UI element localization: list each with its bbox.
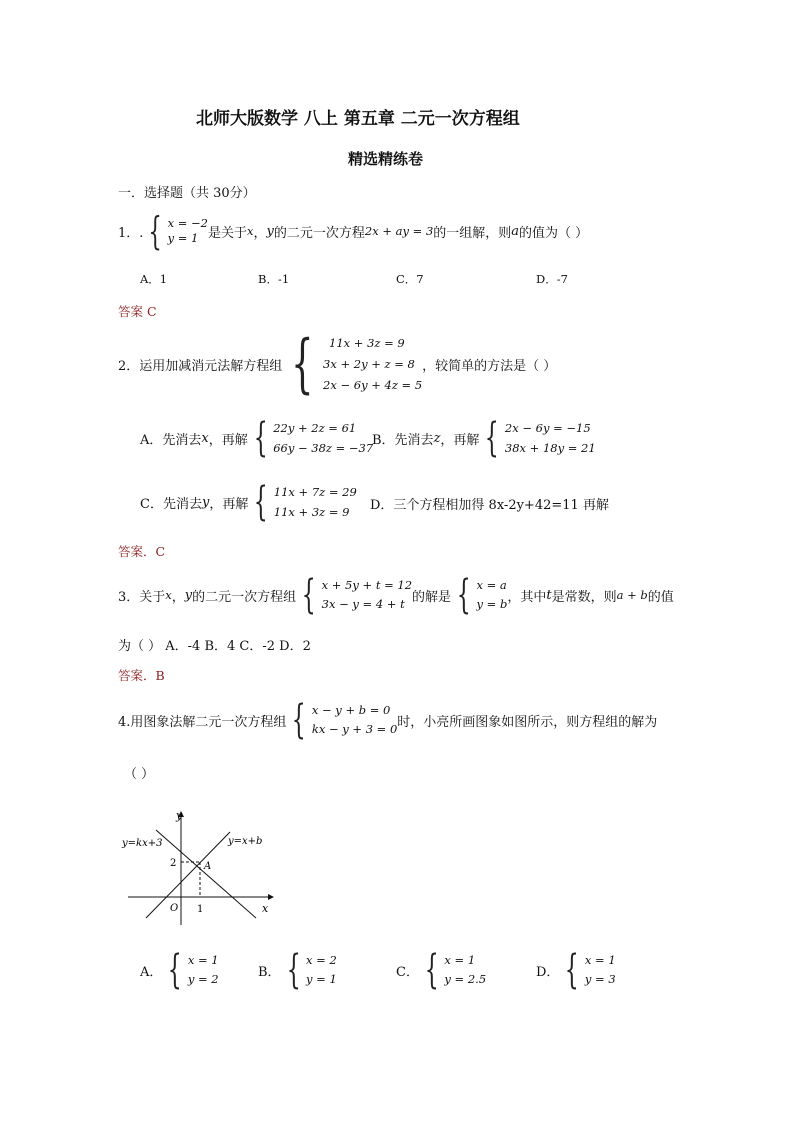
q2-a-eq-1: 22y + 2z = 61	[273, 421, 357, 435]
q4-text: 4.用图象法解二元一次方程组	[118, 714, 287, 730]
tick-x-1: 1	[197, 904, 204, 915]
q4-eq-2: kx − y + 3 = 0	[311, 722, 398, 736]
label-x-plus-b: y=x+b	[228, 836, 263, 847]
q4-c-letter: C．	[396, 964, 419, 980]
q2-b-eq-2: 38x + 18y = 21	[504, 441, 596, 455]
q3-text: 3．关于	[118, 589, 166, 605]
q2-c-eq-2: 11x + 3z = 9	[273, 505, 350, 519]
q2-c-eq-1: 11x + 7z = 29	[273, 485, 357, 499]
q4-system: { x − y + b = 0 kx − y + 3 = 0	[292, 697, 398, 743]
q3-system: { x + 5y + t = 12 3x − y = 4 + t	[301, 572, 413, 618]
q3-text-2: 的二元一次方程组	[192, 589, 297, 605]
q1-equation: 2x + ay = 3	[364, 224, 434, 238]
q2-answer: 答案．C	[118, 544, 166, 559]
q2-a-mid: ，再解	[208, 432, 248, 448]
section-heading: 一．选择题（共 30分）	[118, 186, 256, 201]
q3-comma: ，	[171, 589, 185, 605]
question-3	[118, 572, 674, 618]
x-axis-label: x	[262, 902, 269, 915]
q4-b-eq-1: x = 2	[306, 953, 337, 967]
point-a-label: A	[204, 861, 212, 872]
q1-text-4: 的值为（ ）	[519, 225, 589, 241]
q1-eq-2: y = 1	[167, 231, 199, 245]
page-subtitle: 精选精练卷	[348, 150, 424, 168]
q2-c-label: C．先消去	[140, 496, 202, 512]
q4-c-system: { x = 1 y = 2.5	[424, 947, 487, 993]
q2-option-b	[372, 415, 596, 461]
q4-d-eq-1: x = 1	[584, 953, 616, 967]
q3-var-x: x	[165, 588, 172, 602]
q4-b-eq-2: y = 1	[306, 972, 337, 986]
q1-var-x: x	[247, 224, 254, 238]
q2-b-system: { 2x − 6y = −15 38x + 18y = 21	[485, 415, 596, 461]
q2-a-label: A．先消去	[140, 432, 202, 448]
q1-system: { x = −2 y = 1	[148, 209, 208, 253]
q3-sol-2: y = b	[476, 597, 508, 611]
q2-eq-2: 3x + 2y + z = 8	[323, 356, 415, 371]
q3-var-y: y	[184, 587, 193, 603]
q1-eq-1: x = −2	[167, 216, 208, 230]
q3-text-6: 的值	[647, 589, 674, 605]
q2-b-label: B．先消去	[372, 432, 434, 448]
q3-solution: { x = a y = b	[456, 572, 508, 618]
q4-c-eq-1: x = 1	[444, 953, 476, 967]
q4-b-system: { x = 2 y = 1	[286, 947, 337, 993]
q2-a-var: x	[201, 430, 209, 446]
q1-number: 1．.	[118, 225, 144, 241]
origin-label: O	[170, 903, 179, 914]
question-2	[118, 327, 557, 401]
q4-text-2: 时，小亮所画图象如图所示，则方程组的解为	[397, 714, 658, 730]
q3-text-4: ，其中	[507, 589, 547, 605]
q2-b-mid: ，再解	[440, 432, 480, 448]
q3-eq-1: x + 5y + t = 12	[321, 578, 413, 592]
q2-system: { 11x + 3z = 9 3x + 2y + z = 8 2x − 6y + 4z = 5	[291, 327, 423, 401]
q1-option-d: D．-7	[536, 272, 568, 286]
q4-d-system: { x = 1 y = 3	[565, 947, 616, 993]
q1-text-2: 的二元一次方程	[273, 225, 365, 241]
q4-option-d	[536, 947, 616, 993]
q3-text-3: 的解是	[412, 589, 452, 605]
q3-a-plus-b: a + b	[616, 588, 648, 602]
q1-option-b: B．-1	[258, 272, 290, 286]
q3-sol-1: x = a	[476, 578, 507, 592]
q1-var-a: a	[511, 223, 520, 239]
q1-comma: ，	[253, 225, 267, 241]
q4-d-letter: D．	[536, 964, 560, 980]
q1-answer: 答案 C	[118, 304, 157, 319]
q2-option-c	[140, 479, 357, 525]
q2-option-a	[140, 415, 374, 461]
q3-eq-2: 3x − y = 4 + t	[321, 597, 405, 611]
q2-a-system: { 22y + 2z = 61 66y − 38z = −37	[253, 415, 374, 461]
q2-eq-3: 2x − 6y + 4z = 5	[323, 377, 423, 392]
question-1	[118, 209, 589, 253]
q4-d-eq-2: y = 3	[584, 972, 616, 986]
q3-var-t: t	[546, 587, 552, 603]
q4-a-eq-1: x = 1	[187, 953, 219, 967]
q1-option-a: A．1	[140, 272, 168, 286]
q1-option-c: C．7	[396, 272, 424, 286]
q1-text-3: 的一组解，则	[433, 225, 512, 241]
q2-eq-1: 11x + 3z = 9	[329, 335, 405, 350]
q3-answer: 答案．B	[118, 668, 165, 683]
q4-a-eq-2: y = 2	[187, 972, 219, 986]
q4-option-a	[140, 947, 219, 993]
q4-b-letter: B．	[258, 964, 281, 980]
q4-c-eq-2: y = 2.5	[444, 972, 487, 986]
y-axis-label: y	[176, 809, 183, 822]
q2-a-eq-2: 66y − 38z = −37	[273, 441, 374, 455]
q2-c-mid: ，再解	[209, 496, 249, 512]
q4-graph	[118, 800, 288, 930]
q4-paren: （ ）	[124, 767, 155, 782]
page-title: 北师大版数学 八上 第五章 二元一次方程组	[196, 109, 520, 129]
q1-var-y: y	[266, 223, 274, 239]
q2-b-var: z	[433, 430, 441, 446]
q4-option-c	[396, 947, 487, 993]
question-4	[118, 697, 658, 743]
q4-option-b	[258, 947, 337, 993]
q4-a-system: { x = 1 y = 2	[168, 947, 219, 993]
q2-c-system: { 11x + 7z = 29 11x + 3z = 9	[254, 479, 357, 525]
q1-text: 是关于	[207, 225, 247, 241]
label-kx-plus-3: y=kx+3	[122, 838, 163, 849]
tick-y-2: 2	[170, 858, 177, 869]
q2-b-eq-1: 2x − 6y = −15	[504, 421, 591, 435]
q3-line-2: 为（ ） A．-4 B．4 C．-2 D．2	[118, 639, 311, 654]
q4-eq-1: x − y + b = 0	[311, 703, 391, 717]
q3-text-5: 是常数，则	[551, 589, 617, 605]
q2-text: 2．运用加减消元法解方程组	[118, 358, 283, 374]
q2-option-d: D．三个方程相加得 8x-2y+42=11 再解	[370, 498, 609, 513]
q2-c-var: y	[201, 494, 210, 510]
q4-a-letter: A．	[140, 964, 163, 980]
q2-text-tail: ，较简单的方法是（ ）	[422, 358, 557, 374]
